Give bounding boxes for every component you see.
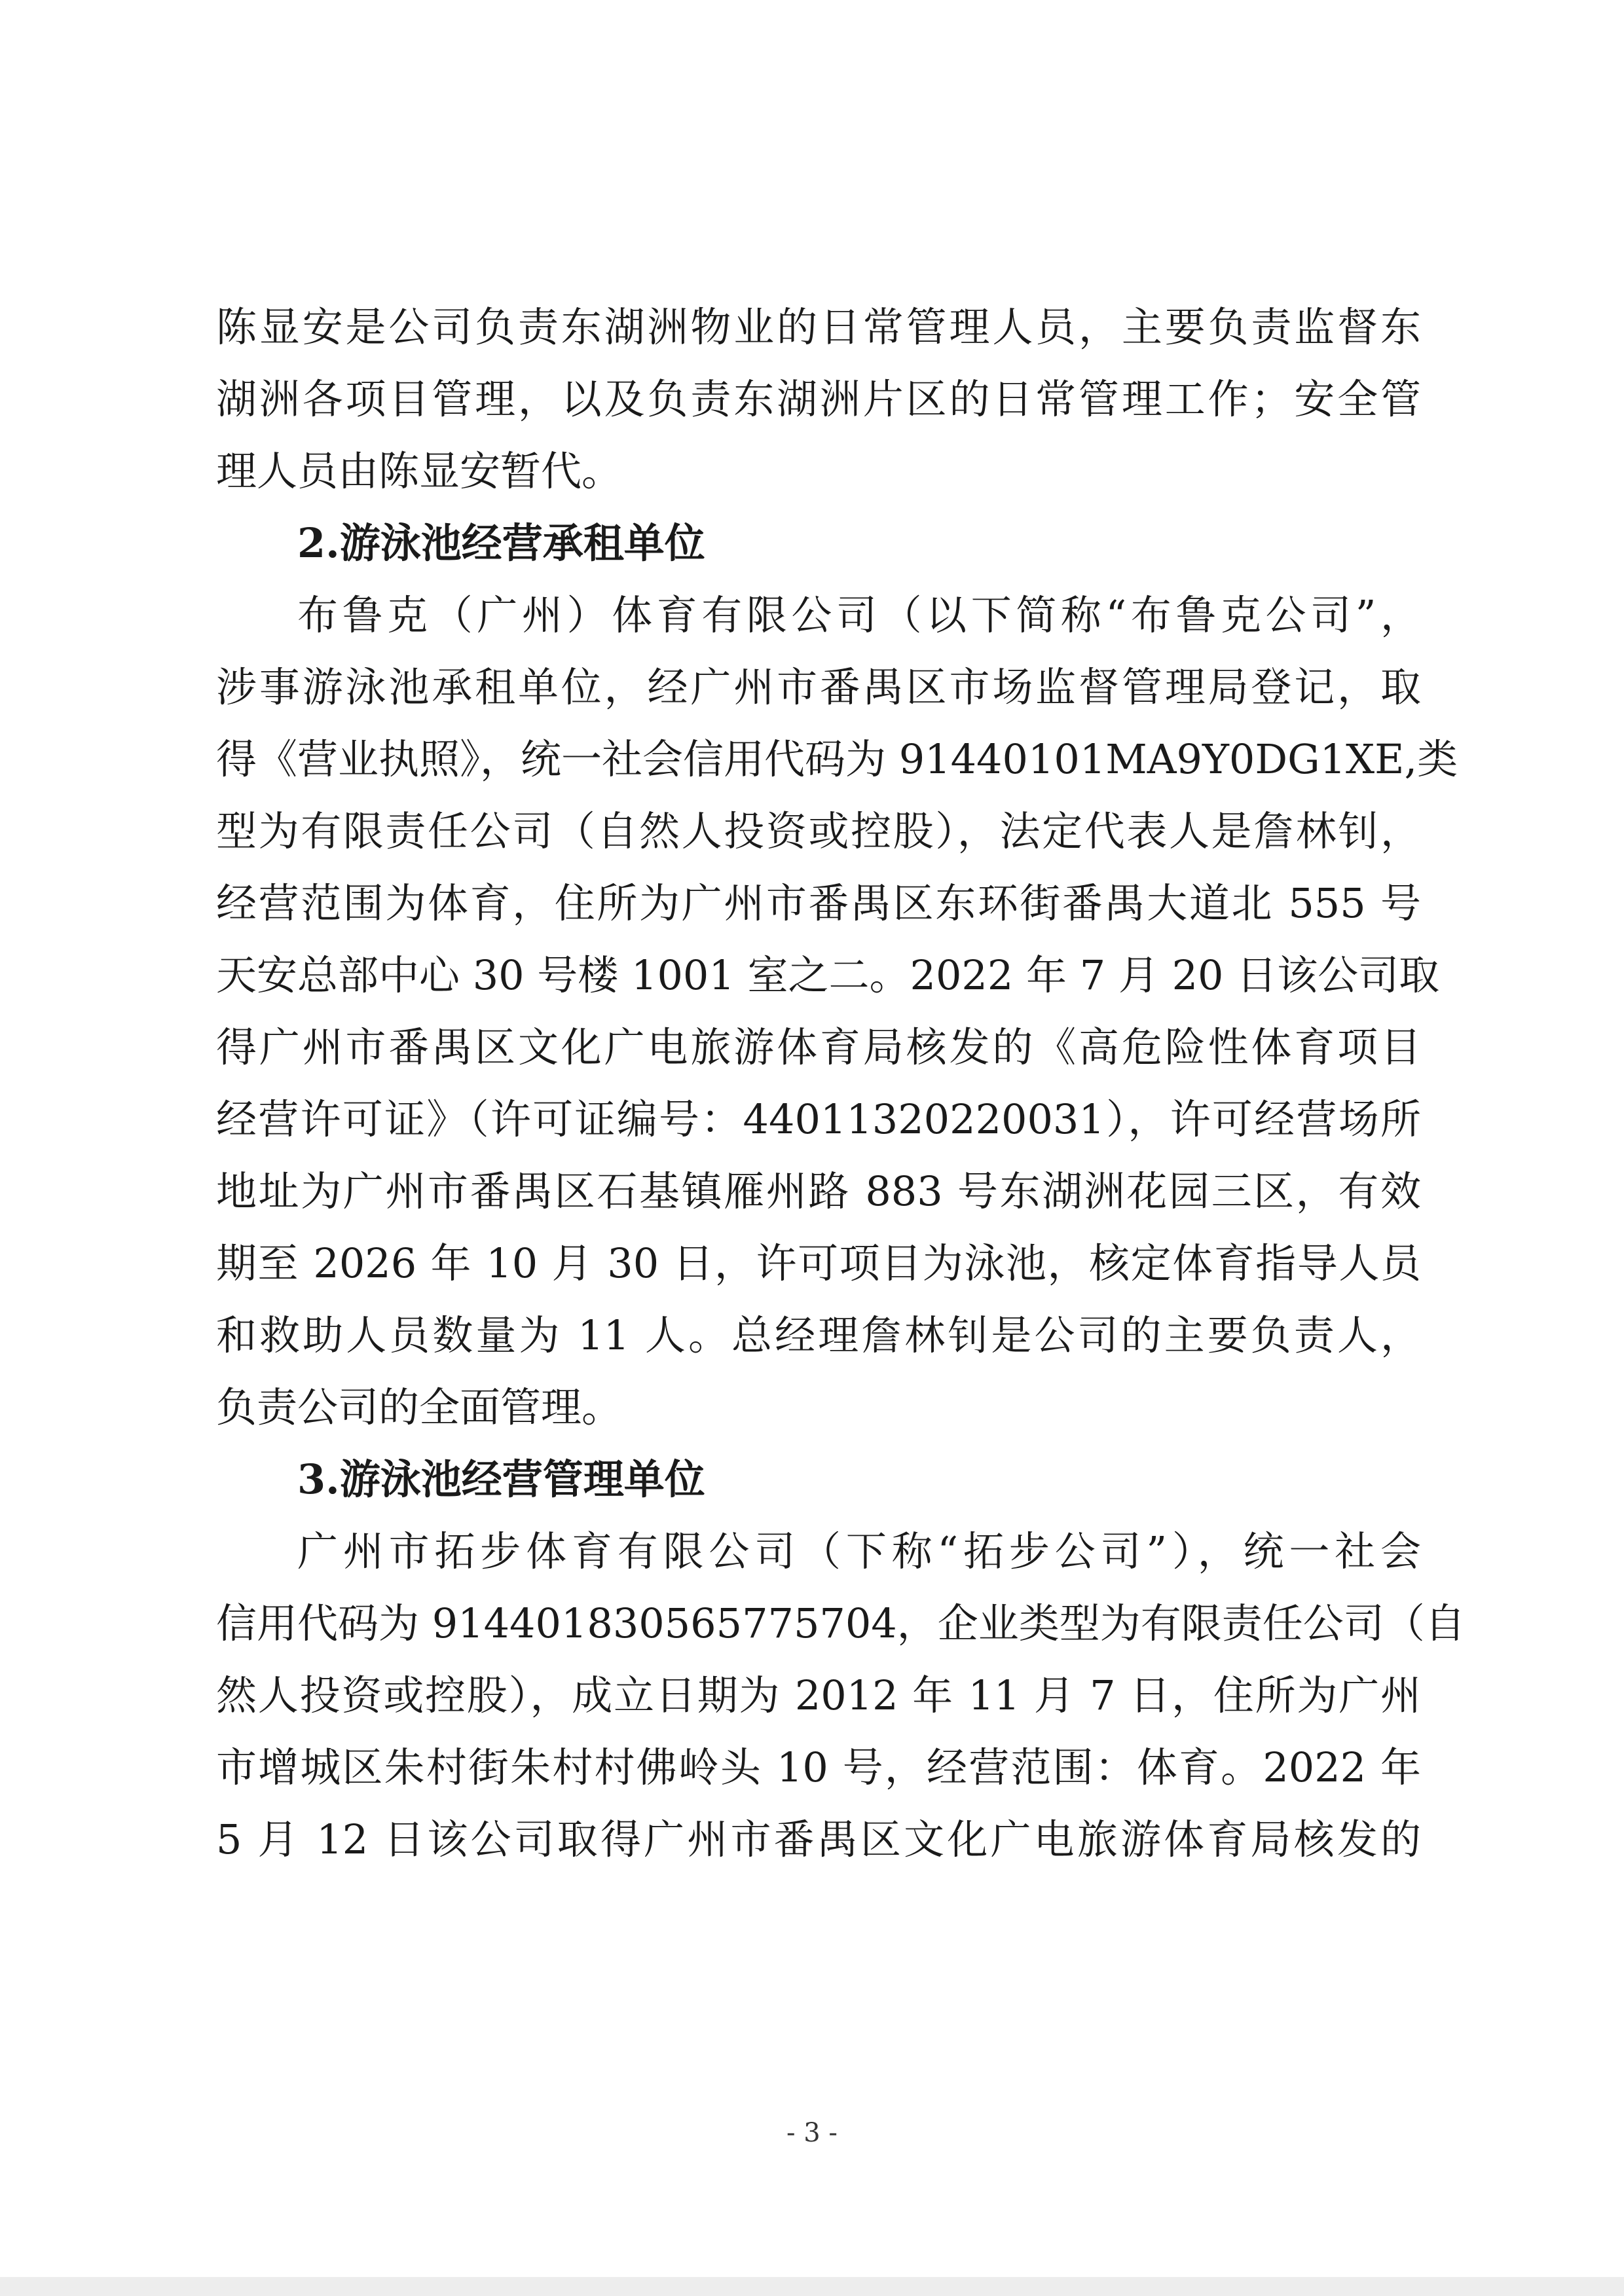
page-number: - 3 - [786, 2118, 838, 2148]
paragraph-line: 期至 2026 年 10 月 30 日，许可项目为泳池，核定体育指导人员 [216, 1239, 1421, 1287]
paragraph-line: 经营范围为体育，住所为广州市番禺区东环街番禺大道北 555 号 [216, 879, 1421, 927]
scan-edge [0, 2277, 1624, 2296]
paragraph-line: 负责公司的全面管理。 [216, 1383, 623, 1431]
paragraph-line: 然人投资或控股），成立日期为 2012 年 11 月 7 日，住所为广州 [216, 1671, 1421, 1719]
paragraph-line: 得《营业执照》，统一社会信用代码为 91440101MA9Y0DG1XE,类 [216, 735, 1458, 783]
paragraph-line: 市增城区朱村街朱村村佛岭头 10 号，经营范围：体育。2022 年 [216, 1743, 1421, 1791]
paragraph-line: 型为有限责任公司（自然人投资或控股），法定代表人是詹林钊， [216, 807, 1421, 855]
paragraph-line: 信用代码为 914401830565775704，企业类型为有限责任公司（自 [216, 1599, 1466, 1647]
paragraph-line: 地址为广州市番禺区石基镇雁州路 883 号东湖洲花园三区，有效 [216, 1167, 1421, 1215]
paragraph-line: 得广州市番禺区文化广电旅游体育局核发的《高危险性体育项目 [216, 1023, 1421, 1071]
paragraph-line: 5 月 12 日该公司取得广州市番禺区文化广电旅游体育局核发的 [216, 1815, 1421, 1863]
section-heading: 3.游泳池经营管理单位 [297, 1455, 705, 1503]
paragraph-line: 布鲁克（广州）体育有限公司（以下简称“布鲁克公司”， [297, 591, 1421, 639]
body-text [216, 291, 1466, 1876]
paragraph-line: 天安总部中心 30 号楼 1001 室之二。2022 年 7 月 20 日该公司取 [216, 951, 1440, 999]
paragraph-line: 广州市拓步体育有限公司（下称“拓步公司”），统一社会 [297, 1527, 1421, 1575]
paragraph-line: 理人员由陈显安暂代。 [216, 447, 623, 495]
section-heading: 2.游泳池经营承租单位 [297, 519, 705, 567]
paragraph-line: 湖洲各项目管理，以及负责东湖洲片区的日常管理工作；安全管 [216, 375, 1421, 423]
paragraph-line: 经营许可证》（许可证编号：44011320220031），许可经营场所 [216, 1095, 1421, 1143]
paragraph-line: 涉事游泳池承租单位，经广州市番禺区市场监督管理局登记，取 [216, 663, 1421, 711]
paragraph-line: 陈显安是公司负责东湖洲物业的日常管理人员，主要负责监督东 [216, 303, 1421, 351]
paragraph-line: 和救助人员数量为 11 人。总经理詹林钊是公司的主要负责人， [216, 1311, 1421, 1359]
